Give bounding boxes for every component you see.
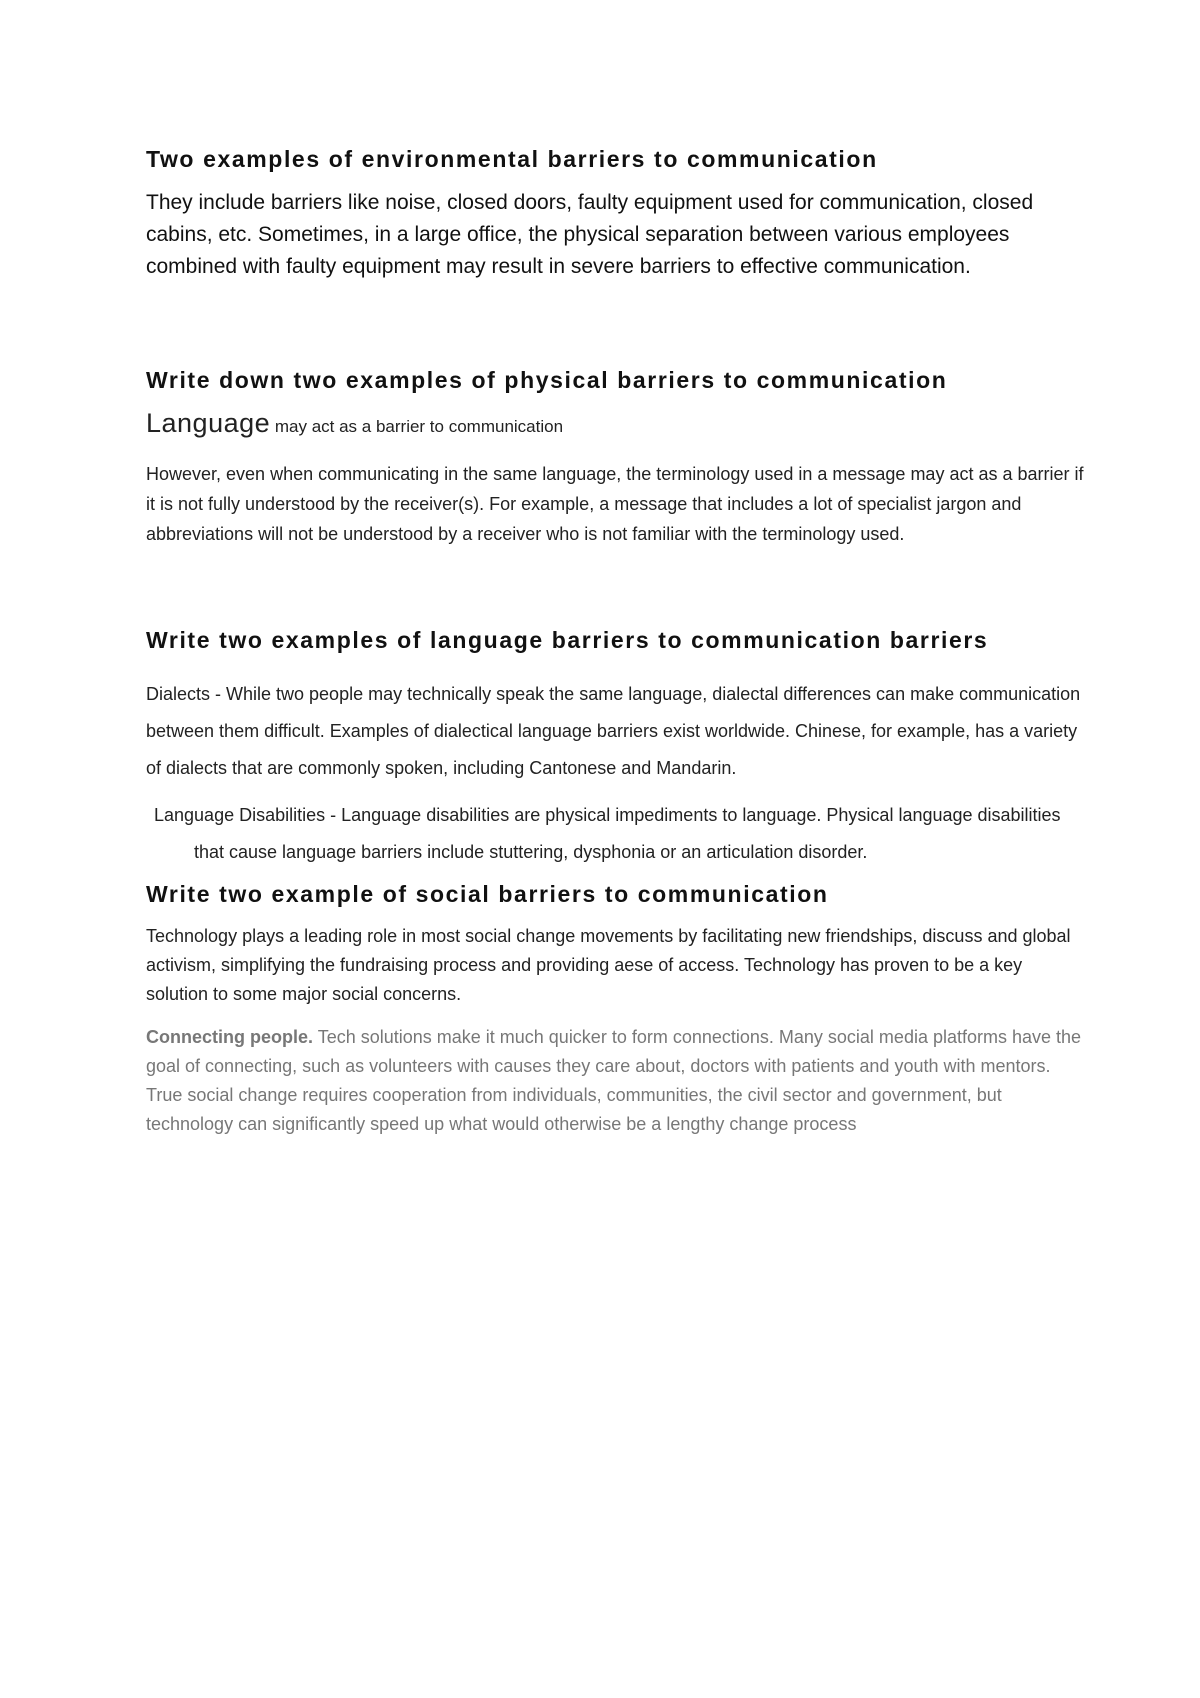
language-lead-rest: may act as a barrier to communication — [270, 417, 564, 436]
paragraph-language-disabilities: Language Disabilities - Language disabilities are physical impediments to language. Physical language disabilities that cause language barriers include stuttering, dysphonia or an articulation disorder. — [154, 805, 1061, 862]
heading-social-barriers: Write two example of social barriers to communication — [146, 881, 829, 907]
paragraph-technology: Technology plays a leading role in most social change movements by facilitating new friendships, discuss and global activism, simplifying the fundraising process and providing aese of access. Technology has proven to be a key solution to some major social concerns. — [146, 926, 1071, 1004]
paragraph-dialects: Dialects - While two people may technically speak the same language, dialectal differences can make communication between them difficult. Examples of dialectical language barriers exist worldwide. Chinese, for example, has a variety of dialects that are commonly spoken, including Cantonese and Mandarin. — [146, 684, 1081, 778]
language-lead-line — [146, 408, 1086, 439]
heading-language-barriers: Write two examples of language barriers to communication barriers — [146, 627, 989, 653]
heading-environmental-barriers: Two examples of environmental barriers to communication — [146, 146, 878, 172]
paragraph-connecting-people — [146, 1023, 1086, 1139]
paragraph-terminology: However, even when communicating in the same language, the terminology used in a message may act as a barrier if it is not fully understood by the receiver(s). For example, a message that includes a lot of specialist jargon and abbreviations will not be understood by a receiver who is not familiar with the terminology used. — [146, 464, 1084, 544]
connecting-people-body: Tech solutions make it much quicker to form connections. Many social media platforms have the goal of connecting, such as volunteers with causes they care about, doctors with patients and youth with mentors. True social change requires cooperation from individuals, communities, the civil sector and government, but technology can significantly speed up what would otherwise be a lengthy change process — [146, 1027, 1082, 1134]
paragraph-environmental-barriers: They include barriers like noise, closed doors, faulty equipment used for communication, closed cabins, etc. Sometimes, in a large office, the physical separation between various employees combined with faulty equipment may result in severe barriers to effective communication. — [146, 191, 1034, 278]
heading-physical-barriers: Write down two examples of physical barriers to communication — [146, 367, 948, 393]
document-body — [146, 146, 1086, 1139]
connecting-people-lead: Connecting people. — [146, 1027, 314, 1047]
language-lead-word: Language — [146, 408, 271, 438]
